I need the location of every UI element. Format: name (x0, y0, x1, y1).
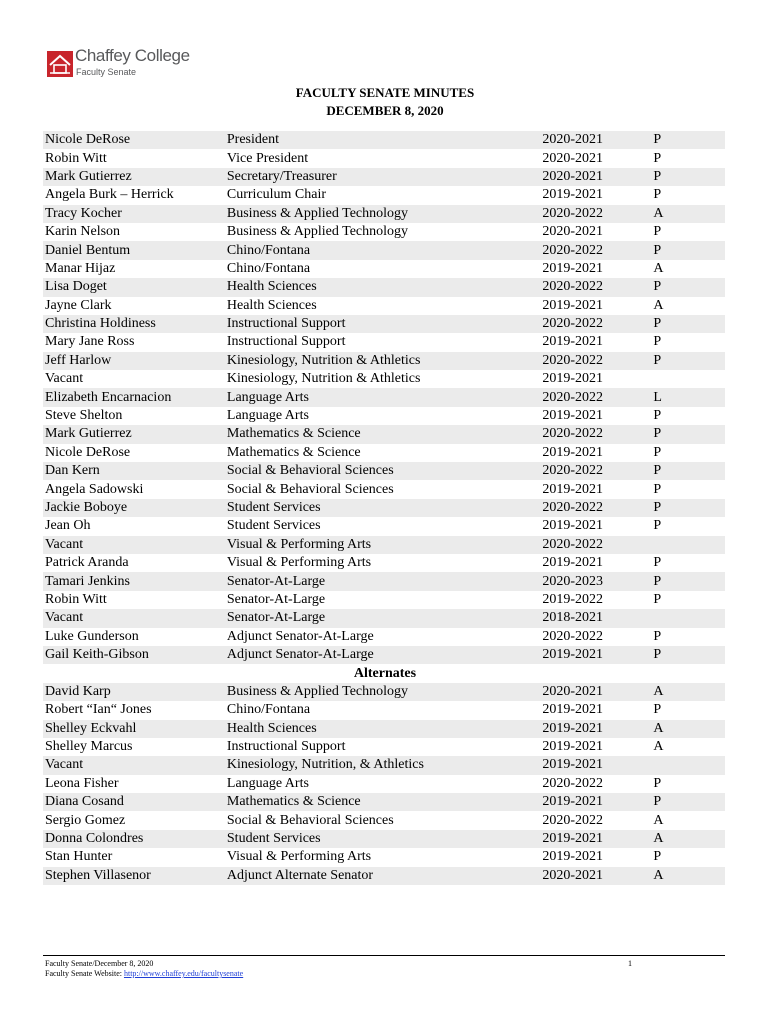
member-attendance: A (651, 683, 725, 701)
alternates-heading: Alternates (353, 665, 417, 681)
member-term: 2019-2021 (540, 756, 651, 774)
member-term: 2020-2023 (540, 572, 651, 590)
member-division: Business & Applied Technology (225, 683, 540, 701)
member-term: 2019-2021 (542, 444, 604, 460)
member-term: 2019-2021 (540, 830, 651, 848)
member-attendance: P (651, 315, 725, 333)
member-term: 2019-2021 (540, 793, 651, 811)
member-name: Diana Cosand (43, 793, 225, 811)
member-division: Business & Applied Technology (226, 224, 409, 240)
member-name: Mark Gutierrez (43, 425, 225, 443)
member-attendance: P (651, 572, 725, 590)
senator-row (43, 260, 725, 278)
member-term: 2020-2021 (540, 131, 651, 149)
member-name: Shelley Eckvahl (43, 720, 225, 738)
member-term: 2020-2021 (540, 867, 651, 885)
member-term: 2019-2021 (542, 297, 604, 313)
member-term: 2019-2021 (542, 849, 604, 865)
member-name: Daniel Bentum (43, 241, 225, 259)
member-division: Senator-At-Large (225, 572, 540, 590)
logo-name: Chaffey College (75, 46, 190, 65)
alternate-row (43, 830, 725, 848)
document-title: FACULTY SENATE MINUTES (295, 85, 475, 100)
alternate-row (43, 775, 725, 793)
alternate-row (43, 811, 725, 829)
member-term: 2019-2021 (542, 187, 604, 203)
member-division: Social & Behavioral Sciences (226, 812, 394, 828)
member-term: 2019-2021 (542, 555, 604, 571)
member-division: President (225, 131, 540, 149)
member-division: Mathematics & Science (226, 444, 361, 460)
member-term: 2020-2021 (542, 224, 604, 240)
member-attendance: P (653, 187, 662, 203)
member-attendance: A (653, 297, 664, 313)
member-division: Secretary/Treasurer (225, 168, 540, 186)
member-name: Vacant (45, 371, 84, 387)
member-name: Angela Sadowski (45, 481, 144, 497)
member-name: Mary Jane Ross (45, 334, 135, 350)
member-division: Mathematics & Science (225, 425, 540, 443)
senator-row (43, 444, 725, 462)
member-term: 2019-2022 (542, 591, 604, 607)
member-attendance: A (651, 830, 725, 848)
member-attendance (651, 370, 725, 388)
member-term: 2020-2022 (540, 536, 651, 554)
member-name: Shelley Marcus (45, 739, 133, 755)
page-number: 1 (628, 959, 632, 968)
member-term: 2019-2021 (542, 371, 604, 387)
member-division: Language Arts (226, 775, 309, 791)
member-attendance: P (653, 591, 662, 607)
member-term: 2019-2021 (542, 739, 604, 755)
senator-row (43, 168, 725, 186)
member-name: Patrick Aranda (45, 555, 129, 571)
member-attendance: P (651, 278, 725, 296)
member-name: Steve Shelton (45, 408, 123, 424)
member-name: Stephen Villasenor (43, 867, 225, 885)
member-division: Student Services (226, 518, 321, 534)
member-division: Kinesiology, Nutrition, & Athletics (225, 756, 540, 774)
member-division: Instructional Support (226, 334, 346, 350)
footer-meeting-line: Faculty Senate/December 8, 2020 (45, 959, 154, 968)
attendance-table-body (43, 131, 725, 885)
senator-row (43, 241, 725, 259)
member-attendance (651, 536, 725, 554)
member-attendance: P (653, 518, 662, 534)
member-term: 2019-2021 (542, 702, 604, 718)
member-division: Visual & Performing Arts (226, 849, 372, 865)
senator-row (43, 333, 725, 351)
member-division: Vice President (226, 150, 309, 166)
member-division: Visual & Performing Arts (226, 555, 372, 571)
member-attendance: P (651, 793, 725, 811)
member-division: Curriculum Chair (226, 187, 327, 203)
member-name: Jayne Clark (45, 297, 112, 313)
senator-row (43, 407, 725, 425)
senator-row (43, 352, 725, 370)
senator-row (43, 223, 725, 241)
alternate-row (43, 867, 725, 885)
member-attendance: A (651, 867, 725, 885)
member-attendance: A (653, 260, 664, 276)
member-term: 2020-2022 (540, 278, 651, 296)
member-term: 2019-2021 (540, 646, 651, 664)
alternate-row (43, 738, 725, 756)
member-attendance (651, 756, 725, 774)
member-division: Adjunct Senator-At-Large (225, 646, 540, 664)
member-name: Leona Fisher (45, 775, 119, 791)
senator-row (43, 536, 725, 554)
member-name: Lisa Doget (43, 278, 225, 296)
member-name: Karin Nelson (45, 224, 121, 240)
member-division: Health Sciences (225, 278, 540, 296)
alternate-row (43, 683, 725, 701)
member-term: 2020-2021 (540, 683, 651, 701)
member-name: Mark Gutierrez (43, 168, 225, 186)
footer-website-label: Faculty Senate Website: (45, 969, 122, 978)
member-term: 2020-2022 (542, 628, 604, 644)
member-term: 2019-2021 (542, 334, 604, 350)
member-term: 2019-2021 (542, 481, 604, 497)
alternate-row (43, 848, 725, 866)
senator-row (43, 591, 725, 609)
senator-row (43, 572, 725, 590)
member-attendance: P (653, 408, 662, 424)
alternate-row (43, 701, 725, 719)
member-attendance: P (651, 462, 725, 480)
member-name: Tracy Kocher (43, 205, 225, 223)
member-attendance: P (653, 224, 662, 240)
member-division: Mathematics & Science (225, 793, 540, 811)
member-division: Social & Behavioral Sciences (225, 462, 540, 480)
member-term: 2020-2022 (542, 812, 604, 828)
member-attendance: P (651, 499, 725, 517)
meeting-date: DECEMBER 8, 2020 (326, 103, 444, 118)
faculty-senate-link[interactable]: http://www.chaffey.edu/facultysenate (123, 969, 244, 978)
member-name: Elizabeth Encarnacion (43, 388, 225, 406)
senator-row (43, 297, 725, 315)
footer-website-line (45, 969, 243, 979)
member-name: Manar Hijaz (45, 260, 116, 276)
member-attendance: P (653, 702, 662, 718)
senator-row (43, 517, 725, 535)
member-name: Nicole DeRose (43, 131, 225, 149)
member-division: Kinesiology, Nutrition & Athletics (226, 371, 421, 387)
member-division: Senator-At-Large (226, 591, 326, 607)
member-division: Business & Applied Technology (225, 205, 540, 223)
member-term: 2018-2021 (540, 609, 651, 627)
member-division: Chino/Fontana (226, 260, 311, 276)
member-attendance: A (651, 205, 725, 223)
member-name: Dan Kern (43, 462, 225, 480)
member-term: 2020-2022 (540, 205, 651, 223)
member-name: Sergio Gomez (45, 812, 126, 828)
member-name: Robert “Ian“ Jones (45, 702, 152, 718)
member-attendance (651, 609, 725, 627)
member-term: 2020-2022 (540, 241, 651, 259)
member-division: Student Services (225, 830, 540, 848)
member-term: 2020-2022 (540, 425, 651, 443)
member-division: Language Arts (225, 388, 540, 406)
senator-row (43, 480, 725, 498)
senator-row (43, 628, 725, 646)
alternate-row (43, 793, 725, 811)
member-term: 2020-2021 (540, 168, 651, 186)
member-name: Jean Oh (45, 518, 91, 534)
senator-row (43, 186, 725, 204)
member-division: Social & Behavioral Sciences (226, 481, 394, 497)
member-term: 2019-2021 (542, 408, 604, 424)
member-name: Christina Holdiness (43, 315, 225, 333)
member-division: Instructional Support (225, 315, 540, 333)
footer-divider (43, 955, 725, 956)
member-term: 2020-2022 (540, 352, 651, 370)
member-division: Health Sciences (225, 720, 540, 738)
senator-row (43, 205, 725, 223)
member-attendance: P (653, 481, 662, 497)
logo-subtitle: Faculty Senate (76, 67, 137, 77)
member-division: Chino/Fontana (226, 702, 311, 718)
member-term: 2020-2022 (540, 315, 651, 333)
member-attendance: P (651, 131, 725, 149)
member-attendance: P (651, 241, 725, 259)
attendance-table (43, 131, 725, 885)
senator-row (43, 554, 725, 572)
member-attendance: P (651, 425, 725, 443)
senator-row (43, 388, 725, 406)
member-name: Stan Hunter (45, 849, 113, 865)
member-division: Instructional Support (226, 739, 346, 755)
member-name: Angela Burk – Herrick (45, 187, 174, 203)
member-name: Vacant (43, 536, 225, 554)
member-attendance: P (653, 334, 662, 350)
senator-row (43, 370, 725, 388)
member-name: Gail Keith-Gibson (43, 646, 225, 664)
member-division: Kinesiology, Nutrition & Athletics (225, 352, 540, 370)
member-term: 2020-2022 (540, 388, 651, 406)
page-footer (45, 959, 243, 979)
senator-row (43, 315, 725, 333)
member-term: 2020-2022 (540, 499, 651, 517)
member-name: Robin Witt (45, 591, 107, 607)
member-term: 2020-2022 (542, 775, 604, 791)
member-name: Jackie Boboye (43, 499, 225, 517)
member-term: 2019-2021 (542, 260, 604, 276)
college-logo (47, 46, 207, 80)
member-attendance: A (651, 720, 725, 738)
senator-row (43, 278, 725, 296)
college-logo-icon (47, 51, 73, 77)
alternate-row (43, 756, 725, 774)
member-attendance: P (651, 646, 725, 664)
member-name: Tamari Jenkins (43, 572, 225, 590)
member-name: Nicole DeRose (45, 444, 131, 460)
member-division: Health Sciences (226, 297, 317, 313)
member-division: Adjunct Senator-At-Large (226, 628, 374, 644)
member-division: Language Arts (226, 408, 309, 424)
senator-row (43, 149, 725, 167)
member-name: Vacant (43, 756, 225, 774)
member-division: Senator-At-Large (225, 609, 540, 627)
senator-row (43, 609, 725, 627)
member-term: 2020-2021 (542, 150, 604, 166)
member-attendance: P (653, 555, 662, 571)
member-attendance: P (653, 849, 662, 865)
member-name: Luke Gunderson (45, 628, 139, 644)
member-term: 2020-2022 (540, 462, 651, 480)
member-attendance: P (653, 150, 662, 166)
alternates-heading-row (43, 664, 725, 682)
member-attendance: P (653, 628, 662, 644)
member-division: Visual & Performing Arts (225, 536, 540, 554)
member-attendance: P (653, 444, 662, 460)
member-attendance: A (653, 739, 664, 755)
senator-row (43, 462, 725, 480)
member-division: Student Services (225, 499, 540, 517)
member-attendance: A (653, 812, 664, 828)
member-attendance: P (651, 168, 725, 186)
member-name: Vacant (43, 609, 225, 627)
member-name: Jeff Harlow (43, 352, 225, 370)
senator-row (43, 131, 725, 149)
member-attendance: P (651, 352, 725, 370)
member-name: David Karp (43, 683, 225, 701)
member-division: Adjunct Alternate Senator (225, 867, 540, 885)
member-attendance: L (651, 388, 725, 406)
alternate-row (43, 720, 725, 738)
senator-row (43, 499, 725, 517)
senator-row (43, 646, 725, 664)
member-term: 2019-2021 (540, 720, 651, 738)
senator-row (43, 425, 725, 443)
member-attendance: P (653, 775, 662, 791)
member-name: Donna Colondres (43, 830, 225, 848)
member-name: Robin Witt (45, 150, 107, 166)
member-term: 2019-2021 (542, 518, 604, 534)
member-division: Chino/Fontana (225, 241, 540, 259)
